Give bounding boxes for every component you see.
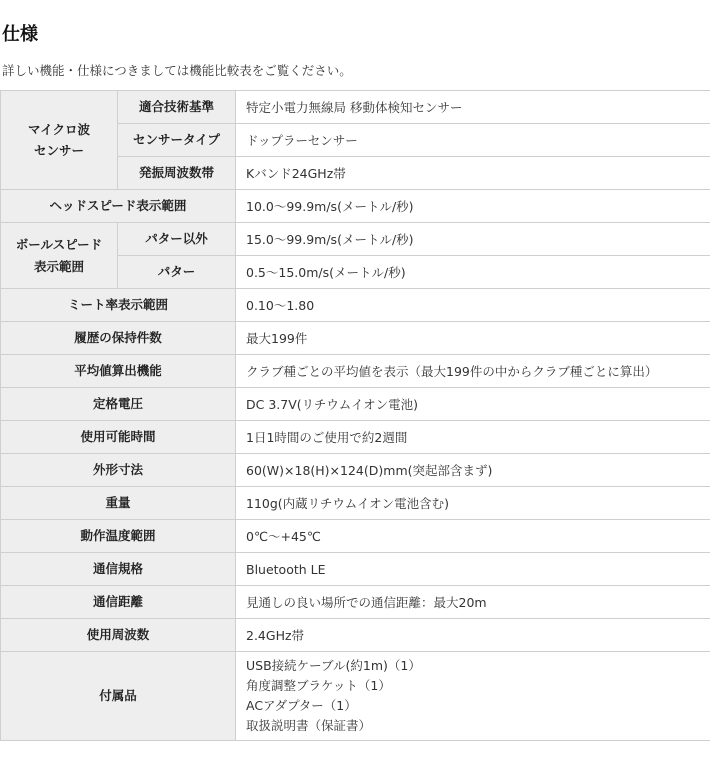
row-label: パター (118, 256, 236, 289)
row-label: 使用周波数 (1, 619, 236, 652)
table-row (1, 586, 710, 619)
table-row (1, 652, 710, 741)
row-value: 10.0～99.9m/s(メートル/秒) (236, 190, 710, 223)
row-label: 動作温度範囲 (1, 520, 236, 553)
row-value: 0.5～15.0m/s(メートル/秒) (236, 256, 710, 289)
row-label: 通信規格 (1, 553, 236, 586)
row-label: 定格電圧 (1, 388, 236, 421)
table-row (1, 355, 710, 388)
row-value: Kバンド24GHz帯 (236, 157, 710, 190)
row-label: 外形寸法 (1, 454, 236, 487)
row-value: 0.10～1.80 (236, 289, 710, 322)
list-item: 取扱説明書（保証書） (246, 718, 372, 733)
row-label: 重量 (1, 487, 236, 520)
group-label-microwave: マイクロ波 センサー (1, 91, 118, 190)
intro-text: 詳しい機能・仕様につきましては機能比較表をご覧ください。 (2, 63, 352, 78)
list-item: USB接続ケーブル(約1m)（1） (246, 658, 421, 673)
group-label-ball-speed: ボールスピード 表示範囲 (1, 223, 118, 289)
row-value: DC 3.7V(リチウムイオン電池) (236, 388, 710, 421)
table-row (1, 223, 710, 256)
row-label: ヘッドスピード表示範囲 (1, 190, 236, 223)
row-value: 特定小電力無線局 移動体検知センサー (236, 91, 710, 124)
table-row (1, 91, 710, 124)
row-value: クラブ種ごとの平均値を表示（最大199件の中からクラブ種ごとに算出） (236, 355, 710, 388)
spec-table (0, 90, 710, 741)
row-value: 見通しの良い場所での通信距離：最大20m (236, 586, 710, 619)
list-item: ACアダプター（1） (246, 698, 357, 713)
table-row (1, 454, 710, 487)
row-label: 通信距離 (1, 586, 236, 619)
row-value: 1日1時間のご使用で約2週間 (236, 421, 710, 454)
list-item: 角度調整ブラケット（1） (246, 678, 391, 693)
table-row (1, 322, 710, 355)
row-value: 110g(内蔵リチウムイオン電池含む) (236, 487, 710, 520)
table-row (1, 388, 710, 421)
row-value: ドップラーセンサー (236, 124, 710, 157)
row-label: 使用可能時間 (1, 421, 236, 454)
row-value: 最大199件 (236, 322, 710, 355)
row-label: センサータイプ (118, 124, 236, 157)
row-label: 付属品 (1, 652, 236, 741)
table-row (1, 190, 710, 223)
row-value: 15.0～99.9m/s(メートル/秒) (236, 223, 710, 256)
row-value: 2.4GHz帯 (236, 619, 710, 652)
row-label: 履歴の保持件数 (1, 322, 236, 355)
page-title: 仕様 (2, 24, 38, 45)
row-label: パター以外 (118, 223, 236, 256)
accessories-list (236, 652, 710, 741)
row-value: Bluetooth LE (236, 553, 710, 586)
table-row (1, 520, 710, 553)
table-row (1, 553, 710, 586)
table-row (1, 289, 710, 322)
row-label: 適合技術基準 (118, 91, 236, 124)
row-label: 平均値算出機能 (1, 355, 236, 388)
row-label: 発振周波数帯 (118, 157, 236, 190)
table-row (1, 487, 710, 520)
row-value: 0℃～+45℃ (236, 520, 710, 553)
table-row (1, 619, 710, 652)
row-value: 60(W)×18(H)×124(D)mm(突起部含まず) (236, 454, 710, 487)
table-row (1, 421, 710, 454)
row-label: ミート率表示範囲 (1, 289, 236, 322)
